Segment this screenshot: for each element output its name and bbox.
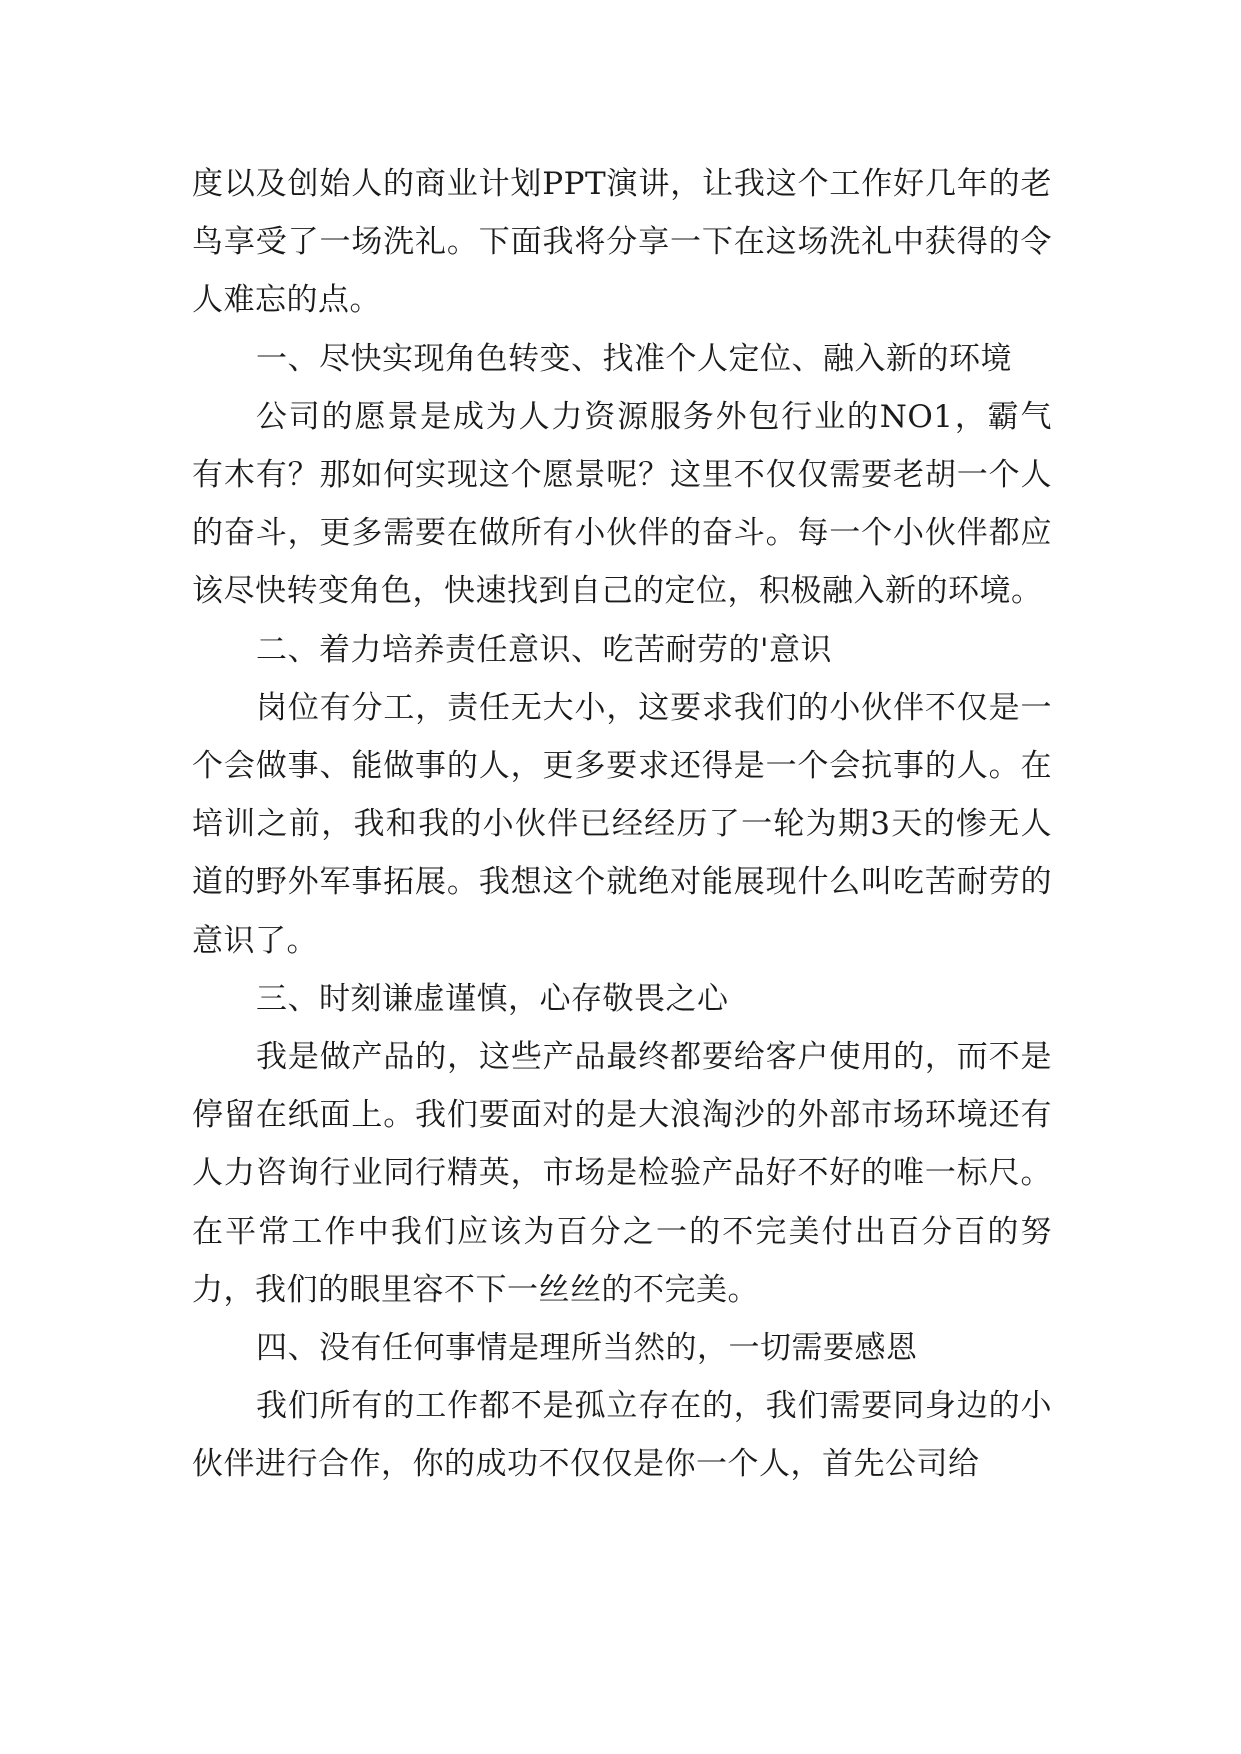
paragraph-1: 公司的愿景是成为人力资源服务外包行业的NO1，霸气有木有？那如何实现这个愿景呢？这里不仅仅需要老胡一个人的奋斗，更多需要在做所有小伙伴的奋斗。每一个小伙伴都应该尽快转变角色，快速找到自己的定位，积极融入新的环境。 xyxy=(192,398,1052,610)
section-heading-2: 二、着力培养责任意识、吃苦耐劳的'意识 xyxy=(256,631,833,668)
paragraph-2: 岗位有分工，责任无大小，这要求我们的小伙伴不仅是一个会做事、能做事的人，更多要求还得是一个会抗事的人。在培训之前，我和我的小伙伴已经经历了一轮为期3天的惨无人道的野外军事拓展。我想这个就绝对能展现什么叫吃苦耐劳的意识了。 xyxy=(192,689,1052,959)
paragraph-continuation: 度以及创始人的商业计划PPT演讲，让我这个工作好几年的老鸟享受了一场洗礼。下面我将分享一下在这场洗礼中获得的令人难忘的点。 xyxy=(192,166,1052,319)
section-heading-4: 四、没有任何事情是理所当然的，一切需要感恩 xyxy=(256,1330,918,1367)
section-heading-1: 一、尽快实现角色转变、找准个人定位、融入新的环境 xyxy=(256,340,1012,377)
paragraph-4: 我们所有的工作都不是孤立存在的，我们需要同身边的小伙伴进行合作，你的成功不仅仅是你一个人，首先公司给 xyxy=(192,1388,1052,1483)
document-body xyxy=(192,155,1052,1494)
paragraph-3: 我是做产品的，这些产品最终都要给客户使用的，而不是停留在纸面上。我们要面对的是大浪淘沙的外部市场环境还有人力咨询行业同行精英，市场是检验产品好不好的唯一标尺。在平常工作中我们应该为百分之一的不完美付出百分百的努力，我们的眼里容不下一丝丝的不完美。 xyxy=(192,1039,1052,1308)
section-heading-3: 三、时刻谦虚谨慎，心存敬畏之心 xyxy=(256,980,729,1017)
